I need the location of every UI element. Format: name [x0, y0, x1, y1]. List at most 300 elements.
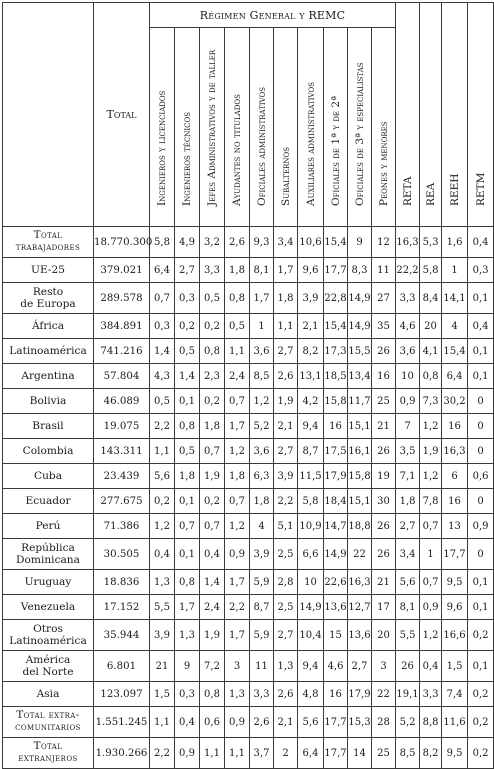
row-label-line: Asia [36, 687, 60, 700]
value-cell: 1,5 [442, 651, 468, 682]
value-cell: 0,2 [200, 389, 225, 414]
value-cell: 0,4 [420, 651, 442, 682]
value-cell: 0,9 [225, 707, 250, 738]
value-cell: 15,4 [324, 314, 348, 339]
table-row [3, 439, 494, 464]
value-cell: 3,3 [420, 682, 442, 707]
value-cell: 1,8 [250, 489, 274, 514]
value-cell: 0,1 [468, 339, 494, 364]
value-cell: 0,2 [468, 682, 494, 707]
total-cell: 379.021 [94, 258, 150, 283]
value-cell: 2,6 [274, 682, 298, 707]
value-cell: 4,8 [298, 682, 324, 707]
value-cell: 22,2 [396, 258, 420, 283]
value-cell: 0,6 [200, 707, 225, 738]
value-cell: 0,2 [200, 489, 225, 514]
value-cell: 2,1 [274, 414, 298, 439]
value-cell: 2,4 [200, 595, 225, 620]
value-cell: 18,5 [324, 364, 348, 389]
value-cell: 15,8 [324, 389, 348, 414]
value-cell: 0,7 [200, 439, 225, 464]
value-cell: 17,9 [324, 464, 348, 489]
row-label-line: Otros [33, 622, 63, 635]
value-cell: 0,2 [200, 314, 225, 339]
value-cell: 13 [442, 514, 468, 539]
row-label [3, 595, 94, 620]
value-cell: 1,8 [200, 414, 225, 439]
value-cell: 21 [372, 570, 396, 595]
value-cell: 11,7 [348, 389, 372, 414]
value-cell: 4,6 [324, 651, 348, 682]
value-cell: 1 [250, 314, 274, 339]
value-cell: 9,6 [442, 595, 468, 620]
value-cell: 1,8 [225, 464, 250, 489]
value-cell: 1,2 [250, 389, 274, 414]
value-cell: 3 [372, 651, 396, 682]
row-label-line: del Norte [22, 666, 74, 678]
value-cell: 7,2 [200, 651, 225, 682]
row-label [3, 364, 94, 389]
value-cell: 1,4 [200, 570, 225, 595]
value-cell: 1,9 [420, 439, 442, 464]
value-cell: 1,9 [274, 389, 298, 414]
value-cell: 9,5 [442, 570, 468, 595]
value-cell: 0,1 [468, 651, 494, 682]
value-cell: 3,3 [200, 258, 225, 283]
value-cell: 6,6 [298, 539, 324, 570]
value-cell: 8,7 [250, 595, 274, 620]
value-cell: 17,7 [324, 258, 348, 283]
row-label [3, 464, 94, 489]
value-cell: 16,3 [348, 570, 372, 595]
table-row [3, 258, 494, 283]
table-row [3, 651, 494, 682]
value-cell: 1,6 [442, 227, 468, 258]
value-cell: 13,4 [348, 364, 372, 389]
column-header-subalternos: Subalternos [274, 28, 298, 227]
value-cell: 0,7 [175, 514, 200, 539]
value-cell: 0,8 [225, 283, 250, 314]
value-cell: 26 [396, 651, 420, 682]
value-cell: 8,3 [348, 258, 372, 283]
value-cell: 30,2 [442, 389, 468, 414]
value-cell: 1,7 [225, 414, 250, 439]
value-cell: 2,6 [250, 707, 274, 738]
row-label [3, 738, 94, 769]
total-cell: 143.311 [94, 439, 150, 464]
value-cell: 0,2 [468, 620, 494, 651]
value-cell: 0,1 [468, 570, 494, 595]
value-cell: 8,5 [396, 738, 420, 769]
value-cell: 5,6 [150, 464, 175, 489]
value-cell: 4,1 [420, 339, 442, 364]
value-cell: 8,1 [396, 595, 420, 620]
value-cell: 9 [175, 651, 200, 682]
value-cell: 0,1 [468, 595, 494, 620]
value-cell: 1,8 [396, 489, 420, 514]
value-cell: 1 [442, 258, 468, 283]
value-cell: 2,2 [225, 595, 250, 620]
value-cell: 12,7 [348, 595, 372, 620]
value-cell: 0,5 [175, 439, 200, 464]
value-cell: 22 [372, 682, 396, 707]
value-cell: 9,4 [298, 414, 324, 439]
row-label-line: de Europa [20, 298, 76, 310]
value-cell: 1,2 [420, 464, 442, 489]
value-cell: 10 [396, 364, 420, 389]
value-cell: 17 [372, 595, 396, 620]
value-cell: 26 [372, 539, 396, 570]
column-header-ingenieros-tecnicos: Ingenieros técnicos [175, 28, 200, 227]
value-cell: 8,1 [250, 258, 274, 283]
value-cell: 0,9 [225, 539, 250, 570]
value-cell: 25 [372, 389, 396, 414]
total-cell: 18.836 [94, 570, 150, 595]
value-cell: 5,9 [250, 570, 274, 595]
value-cell: 1,7 [225, 570, 250, 595]
column-header-reeh: REEH [442, 3, 468, 227]
value-cell: 19,1 [396, 682, 420, 707]
value-cell: 15 [324, 620, 348, 651]
value-cell: 4,2 [298, 389, 324, 414]
value-cell: 10,4 [298, 620, 324, 651]
value-cell: 5,2 [396, 707, 420, 738]
value-cell: 18,4 [324, 489, 348, 514]
value-cell: 2 [274, 738, 298, 769]
value-cell: 0,7 [150, 283, 175, 314]
value-cell: 2,5 [274, 539, 298, 570]
column-header-oficiales-1-2: Oficiales de 1ª y de 2ª [324, 28, 348, 227]
value-cell: 1 [420, 539, 442, 570]
row-label [3, 682, 94, 707]
column-header-ingenieros-licenciados: Ingenieros y licenciados [150, 28, 175, 227]
value-cell: 6,3 [250, 464, 274, 489]
value-cell: 1,1 [150, 439, 175, 464]
total-cell: 57.804 [94, 364, 150, 389]
value-cell: 17,7 [324, 707, 348, 738]
table-row [3, 227, 494, 258]
value-cell: 2,7 [175, 258, 200, 283]
row-label [3, 707, 94, 738]
value-cell: 2,7 [274, 339, 298, 364]
value-cell: 16,3 [442, 439, 468, 464]
row-label [3, 620, 94, 651]
value-cell: 17,7 [324, 738, 348, 769]
value-cell: 5,6 [396, 570, 420, 595]
value-cell: 6,4 [298, 738, 324, 769]
value-cell: 0,7 [225, 489, 250, 514]
value-cell: 9,3 [250, 227, 274, 258]
value-cell: 0,4 [150, 539, 175, 570]
row-label [3, 339, 94, 364]
value-cell: 8,8 [420, 707, 442, 738]
value-cell: 2,1 [274, 707, 298, 738]
table-row [3, 414, 494, 439]
value-cell: 3,6 [250, 339, 274, 364]
value-cell: 14,7 [324, 514, 348, 539]
total-cell: 123.097 [94, 682, 150, 707]
value-cell: 26 [372, 439, 396, 464]
value-cell: 9 [348, 227, 372, 258]
value-cell: 3,9 [150, 620, 175, 651]
value-cell: 17,9 [348, 682, 372, 707]
value-cell: 5,5 [150, 595, 175, 620]
row-label [3, 514, 94, 539]
total-cell: 35.944 [94, 620, 150, 651]
value-cell: 3,9 [298, 283, 324, 314]
corner-cell [3, 3, 94, 227]
value-cell: 2,5 [274, 595, 298, 620]
row-label-line: comunitarios [15, 721, 81, 733]
value-cell: 1,2 [225, 514, 250, 539]
value-cell: 25 [372, 738, 396, 769]
value-cell: 0,9 [175, 738, 200, 769]
value-cell: 0,8 [420, 364, 442, 389]
value-cell: 20 [420, 314, 442, 339]
value-cell: 0,7 [200, 514, 225, 539]
row-label-line: Total extra- [16, 709, 80, 722]
total-cell: 30.505 [94, 539, 150, 570]
value-cell: 22 [348, 539, 372, 570]
value-cell: 1,1 [225, 339, 250, 364]
value-cell: 16,1 [348, 439, 372, 464]
value-cell: 15,4 [442, 339, 468, 364]
value-cell: 0,9 [396, 389, 420, 414]
value-cell: 5,8 [298, 489, 324, 514]
row-label-line: UE-25 [31, 263, 65, 276]
value-cell: 0,1 [468, 283, 494, 314]
workers-table [2, 2, 494, 769]
total-cell: 1.930.266 [94, 738, 150, 769]
row-label-line: Ecuador [25, 494, 71, 507]
value-cell: 3,6 [250, 439, 274, 464]
value-cell: 3,3 [250, 682, 274, 707]
value-cell: 1,7 [250, 283, 274, 314]
value-cell: 0,8 [200, 682, 225, 707]
value-cell: 7,8 [420, 489, 442, 514]
column-header-peones: Peones y menores [372, 28, 396, 227]
row-label [3, 489, 94, 514]
value-cell: 0,5 [200, 283, 225, 314]
value-cell: 1,4 [150, 339, 175, 364]
value-cell: 3,2 [200, 227, 225, 258]
value-cell: 9,6 [298, 258, 324, 283]
table-row [3, 620, 494, 651]
value-cell: 5,3 [420, 227, 442, 258]
column-header-retm: RETM [468, 3, 494, 227]
value-cell: 30 [372, 489, 396, 514]
value-cell: 13,6 [348, 620, 372, 651]
total-cell: 19.075 [94, 414, 150, 439]
value-cell: 1,8 [225, 258, 250, 283]
row-label-line: República [21, 541, 75, 554]
total-column-header: Total [94, 3, 150, 227]
value-cell: 3,6 [396, 339, 420, 364]
value-cell: 10,9 [298, 514, 324, 539]
value-cell: 14 [348, 738, 372, 769]
value-cell: 0 [468, 489, 494, 514]
value-cell: 5,5 [396, 620, 420, 651]
value-cell: 1,1 [200, 738, 225, 769]
row-label [3, 283, 94, 314]
value-cell: 8,5 [250, 364, 274, 389]
regimen-group-header: Régimen General y REMC [150, 3, 396, 28]
table-row [3, 738, 494, 769]
row-label-line: África [31, 319, 65, 332]
table-row [3, 464, 494, 489]
value-cell: 8,4 [420, 283, 442, 314]
row-label-line: Resto [32, 285, 64, 298]
value-cell: 3,9 [250, 539, 274, 570]
total-cell: 17.152 [94, 595, 150, 620]
row-label-line: Cuba [33, 469, 63, 482]
row-label-line: Argentina [21, 369, 75, 382]
value-cell: 6,4 [442, 364, 468, 389]
value-cell: 1,2 [420, 620, 442, 651]
table-row [3, 707, 494, 738]
value-cell: 0,2 [468, 738, 494, 769]
value-cell: 5,8 [150, 227, 175, 258]
value-cell: 14,9 [324, 539, 348, 570]
value-cell: 0,8 [175, 570, 200, 595]
value-cell: 3,9 [274, 464, 298, 489]
total-cell: 46.089 [94, 389, 150, 414]
value-cell: 4 [250, 514, 274, 539]
row-label-line: Dominicana [16, 554, 80, 566]
value-cell: 4,6 [396, 314, 420, 339]
row-label [3, 314, 94, 339]
column-header-reta: RETA [396, 3, 420, 227]
value-cell: 7 [396, 414, 420, 439]
table-row [3, 570, 494, 595]
value-cell: 0,5 [225, 314, 250, 339]
value-cell: 2,6 [274, 364, 298, 389]
value-cell: 1,9 [200, 464, 225, 489]
column-header-auxiliares: Auxiliares administrativos [298, 28, 324, 227]
value-cell: 2,1 [298, 314, 324, 339]
row-label-line: Brasil [32, 419, 64, 432]
total-cell: 741.216 [94, 339, 150, 364]
table-row [3, 339, 494, 364]
value-cell: 5,8 [420, 258, 442, 283]
row-label-line: Bolivia [29, 394, 67, 407]
value-cell: 1,4 [175, 364, 200, 389]
value-cell: 15,5 [348, 339, 372, 364]
value-cell: 15,1 [348, 414, 372, 439]
column-header-oficiales-administrativos: Oficiales administrativos [250, 28, 274, 227]
value-cell: 7,4 [442, 682, 468, 707]
value-cell: 0,2 [175, 314, 200, 339]
value-cell: 16 [324, 682, 348, 707]
value-cell: 0,6 [468, 464, 494, 489]
value-cell: 14,9 [348, 283, 372, 314]
value-cell: 1,7 [175, 595, 200, 620]
value-cell: 17,5 [324, 439, 348, 464]
total-cell: 1.551.245 [94, 707, 150, 738]
value-cell: 15,8 [348, 464, 372, 489]
table-row [3, 314, 494, 339]
row-label-line: extranjeros [18, 752, 78, 764]
value-cell: 26 [372, 514, 396, 539]
value-cell: 0,4 [200, 539, 225, 570]
value-cell: 2,3 [200, 364, 225, 389]
value-cell: 1,2 [420, 414, 442, 439]
value-cell: 1,3 [175, 620, 200, 651]
row-label [3, 414, 94, 439]
value-cell: 1,8 [175, 464, 200, 489]
value-cell: 0,7 [420, 514, 442, 539]
total-cell: 18.770.300 [94, 227, 150, 258]
value-cell: 18,8 [348, 514, 372, 539]
value-cell: 35 [372, 314, 396, 339]
total-cell: 71.386 [94, 514, 150, 539]
value-cell: 0,1 [468, 364, 494, 389]
value-cell: 20 [372, 620, 396, 651]
value-cell: 1,7 [225, 620, 250, 651]
value-cell: 12 [372, 227, 396, 258]
value-cell: 1,5 [150, 682, 175, 707]
value-cell: 2,2 [150, 414, 175, 439]
value-cell: 0,7 [225, 389, 250, 414]
column-header-oficiales-3: Oficiales de 3ª y especialistas [348, 28, 372, 227]
total-cell: 384.891 [94, 314, 150, 339]
value-cell: 15,4 [324, 227, 348, 258]
value-cell: 1,3 [150, 570, 175, 595]
value-cell: 16 [372, 364, 396, 389]
value-cell: 1,2 [150, 514, 175, 539]
value-cell: 2,7 [396, 514, 420, 539]
column-header-rea: REA [420, 3, 442, 227]
value-cell: 28 [372, 707, 396, 738]
value-cell: 0 [468, 439, 494, 464]
value-cell: 3,7 [250, 738, 274, 769]
value-cell: 16,6 [442, 620, 468, 651]
table-row [3, 595, 494, 620]
row-label [3, 539, 94, 570]
value-cell: 1,1 [150, 707, 175, 738]
row-label [3, 227, 94, 258]
row-label [3, 389, 94, 414]
row-label [3, 570, 94, 595]
value-cell: 0,2 [468, 707, 494, 738]
value-cell: 16 [324, 414, 348, 439]
value-cell: 0,7 [420, 570, 442, 595]
value-cell: 2,8 [274, 570, 298, 595]
value-cell: 3,3 [396, 283, 420, 314]
value-cell: 3,4 [396, 539, 420, 570]
total-cell: 277.675 [94, 489, 150, 514]
table-row [3, 682, 494, 707]
row-label-line: trabajadores [15, 241, 81, 253]
value-cell: 5,9 [250, 620, 274, 651]
column-header-jefes-administrativos: Jefes Administrativos y de taller [200, 28, 225, 227]
value-cell: 5,1 [274, 514, 298, 539]
row-label [3, 651, 94, 682]
value-cell: 22,8 [324, 283, 348, 314]
value-cell: 0,1 [175, 489, 200, 514]
table-row [3, 283, 494, 314]
value-cell: 0 [468, 414, 494, 439]
row-label [3, 258, 94, 283]
value-cell: 0,2 [150, 489, 175, 514]
value-cell: 1,3 [225, 682, 250, 707]
value-cell: 0,4 [468, 314, 494, 339]
value-cell: 0,3 [150, 314, 175, 339]
row-label [3, 439, 94, 464]
value-cell: 22,6 [324, 570, 348, 595]
value-cell: 4,9 [175, 227, 200, 258]
table-body [3, 227, 494, 769]
